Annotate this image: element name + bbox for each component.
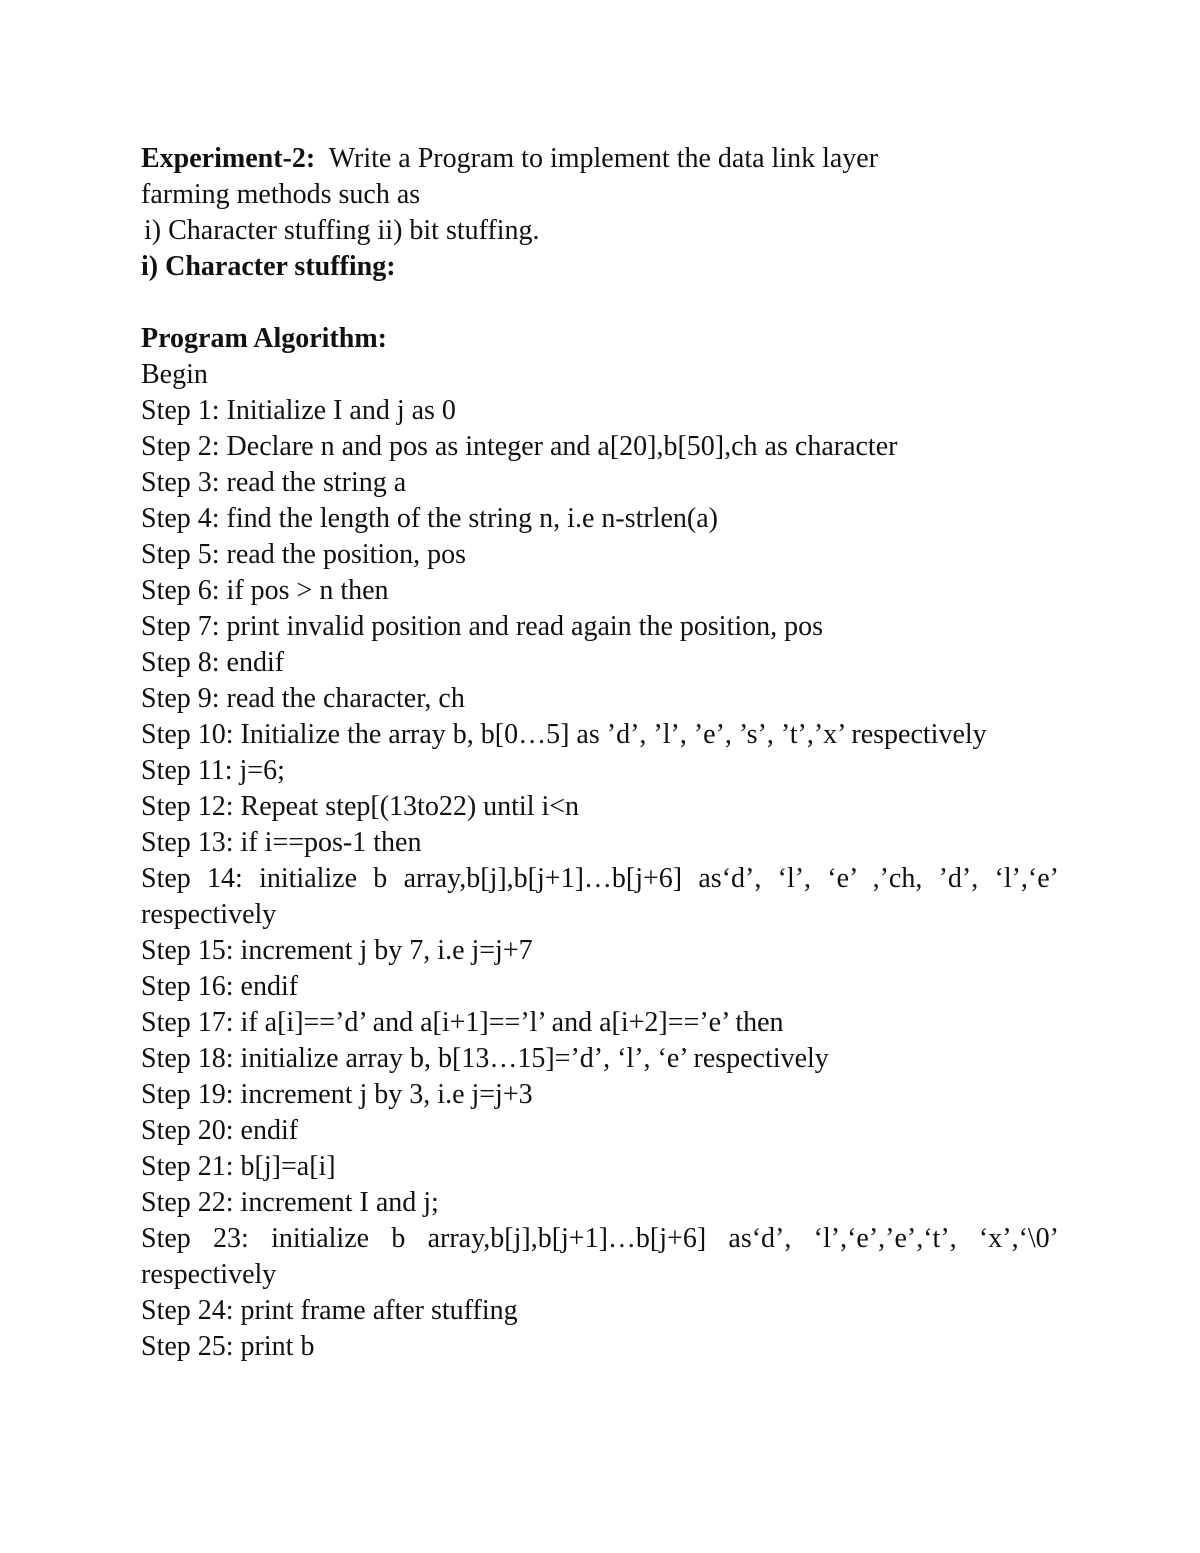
algorithm-step: Step 14: initialize b array,b[j],b[j+1]…b[j+6] as‘d’, ‘l’, ‘e’ ,’ch, ’d’, ‘l’,‘e’ respectively	[141, 863, 1059, 930]
algorithm-step: Step 2: Declare n and pos as integer and a[20],b[50],ch as character	[141, 431, 898, 462]
algorithm-steps	[141, 393, 1059, 1365]
algorithm-step: Step 17: if a[i]==’d’ and a[i+1]==’l’ and a[i+2]==’e’ then	[141, 1007, 784, 1038]
algorithm-step: Step 18: initialize array b, b[13…15]=’d’, ‘l’, ‘e’ respectively	[141, 1043, 829, 1074]
algorithm-step: Step 9: read the character, ch	[141, 683, 465, 714]
algorithm-step: Step 12: Repeat step[(13to22) until i<n	[141, 791, 580, 822]
algorithm-step: Step 13: if i==pos-1 then	[141, 827, 422, 858]
algorithm-step: Step 19: increment j by 3, i.e j=j+3	[141, 1079, 533, 1110]
experiment-text-line-3: i) Character stuffing ii) bit stuffing.	[144, 215, 540, 246]
experiment-label: Experiment-2:	[141, 143, 316, 174]
algorithm-step: Step 15: increment j by 7, i.e j=j+7	[141, 935, 533, 966]
section-heading: i) Character stuffing:	[141, 251, 396, 282]
algorithm-begin: Begin	[141, 359, 208, 390]
experiment-text: Write a Program to implement the data link layer	[328, 143, 879, 174]
algorithm-step: Step 21: b[j]=a[i]	[141, 1151, 336, 1182]
algorithm-step: Step 11: j=6;	[141, 755, 285, 786]
algorithm-step: Step 10: Initialize the array b, b[0…5] as ’d’, ’l’, ’e’, ’s’, ’t’,’x’ respectively	[141, 719, 987, 750]
blank-line	[141, 285, 1059, 321]
experiment-text-line-2: farming methods such as	[141, 179, 421, 210]
algorithm-step: Step 20: endif	[141, 1115, 299, 1146]
algorithm-step: Step 5: read the position, pos	[141, 539, 467, 570]
document-page	[141, 141, 1059, 1365]
algorithm-step: Step 16: endif	[141, 971, 299, 1002]
algorithm-step: Step 1: Initialize I and j as 0	[141, 395, 456, 426]
algorithm-heading: Program Algorithm:	[141, 323, 387, 354]
algorithm-step: Step 3: read the string a	[141, 467, 407, 498]
algorithm-step: Step 24: print frame after stuffing	[141, 1295, 518, 1326]
algorithm-step: Step 22: increment I and j;	[141, 1187, 439, 1218]
algorithm-step: Step 8: endif	[141, 647, 285, 678]
algorithm-step: Step 6: if pos > n then	[141, 575, 389, 606]
algorithm-step: Step 25: print b	[141, 1331, 315, 1362]
algorithm-step: Step 4: find the length of the string n, i.e n-strlen(a)	[141, 503, 718, 534]
algorithm-step: Step 23: initialize b array,b[j],b[j+1]…b[j+6] as‘d’, ‘l’,‘e’,’e’,‘t’, ‘x’,‘\0’ respectively	[141, 1223, 1059, 1290]
experiment-title-line	[141, 141, 1059, 177]
algorithm-step: Step 7: print invalid position and read again the position, pos	[141, 611, 824, 642]
